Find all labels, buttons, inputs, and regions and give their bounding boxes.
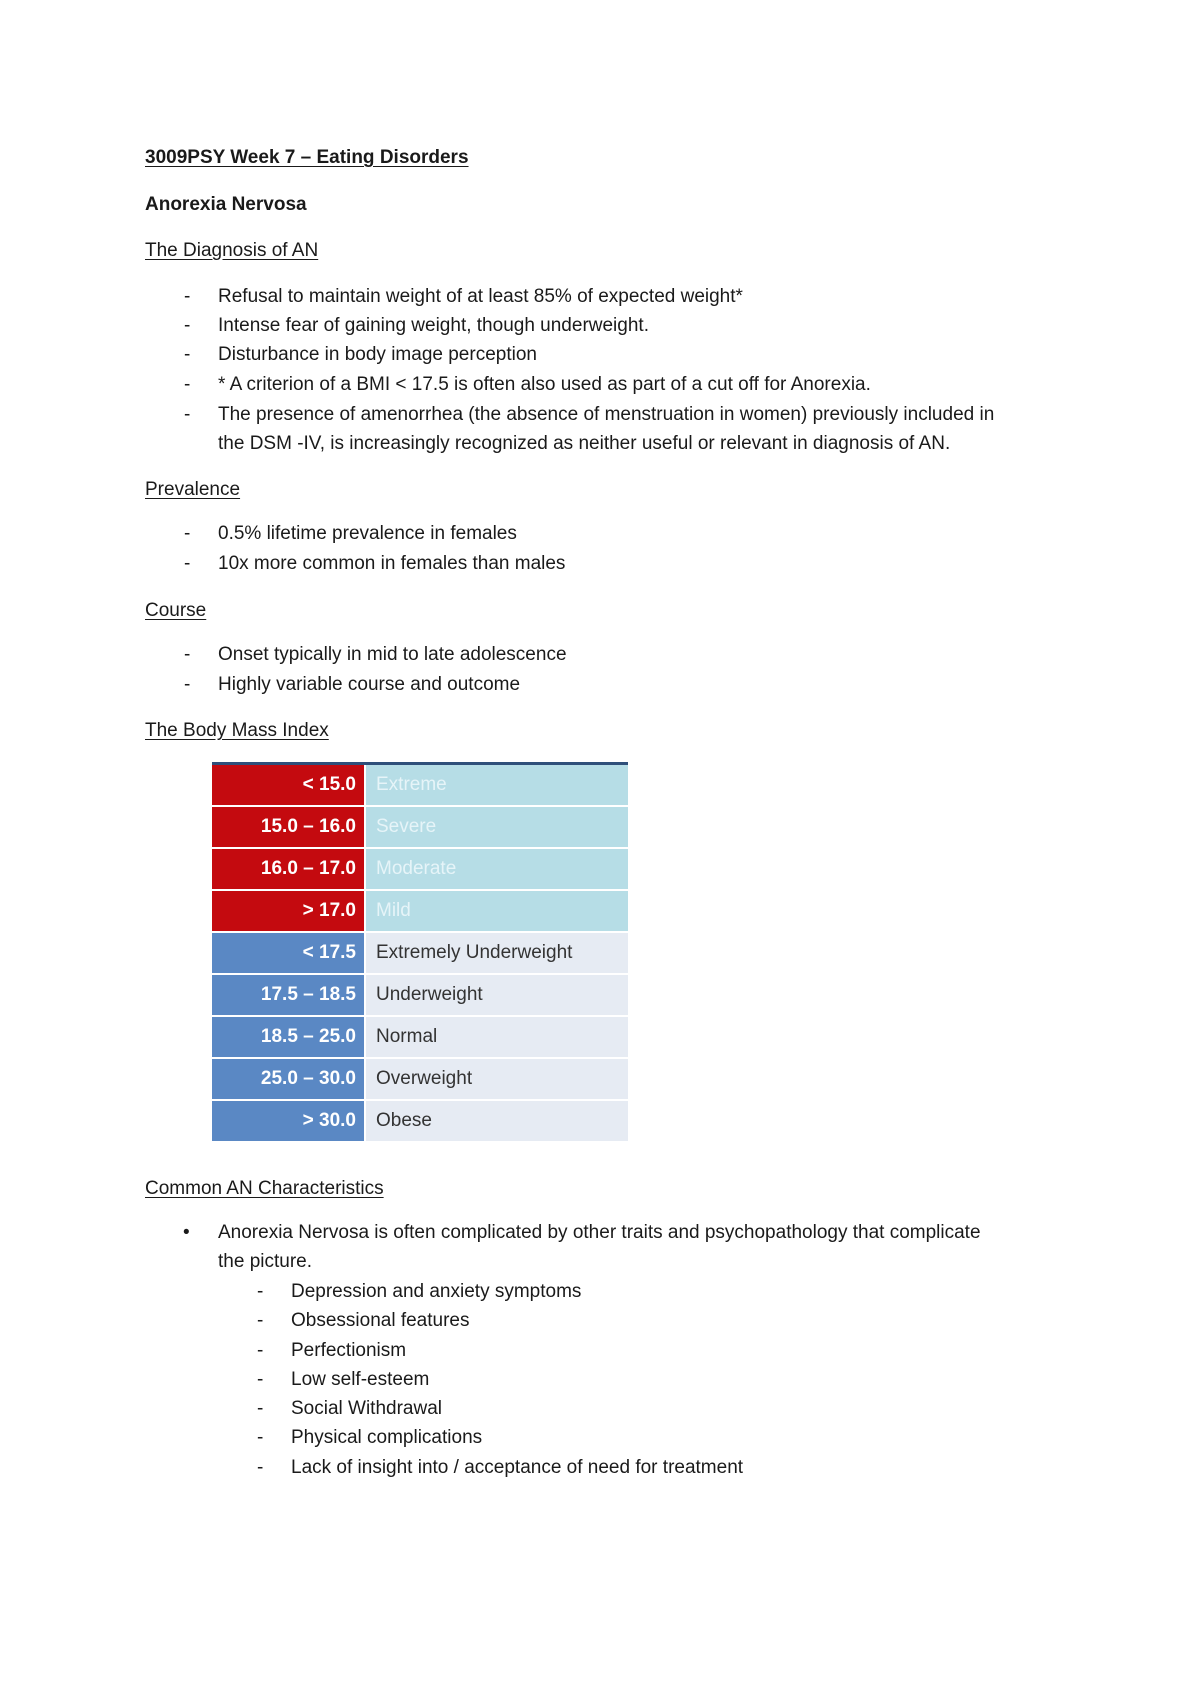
bullet-dash: -	[257, 1310, 264, 1331]
list-item: Onset typically in mid to late adolescence	[218, 644, 567, 665]
bullet-dash: -	[257, 1340, 264, 1361]
bullet-dash: -	[257, 1457, 264, 1478]
list-item: Disturbance in body image perception	[218, 344, 537, 365]
bullet-dash: -	[184, 553, 191, 574]
table-row	[212, 974, 628, 1016]
table-row	[212, 1100, 628, 1142]
bmi-category-cell: Extreme	[365, 764, 628, 807]
characteristics-heading: Common AN Characteristics	[145, 1178, 384, 1199]
list-item: Intense fear of gaining weight, though underweight.	[218, 315, 649, 336]
list-item: Obsessional features	[291, 1310, 470, 1331]
bullet-dash: -	[257, 1369, 264, 1390]
course-heading: Course	[145, 600, 207, 621]
bmi-range-cell: < 15.0	[212, 764, 365, 807]
bullet-dash: -	[257, 1427, 264, 1448]
table-row	[212, 806, 628, 848]
list-item: Physical complications	[291, 1427, 483, 1448]
list-item: Social Withdrawal	[291, 1398, 442, 1419]
bmi-category-cell: Moderate	[365, 848, 628, 890]
table-row	[212, 890, 628, 932]
bullet-dash: -	[184, 344, 191, 365]
bullet-dash: -	[184, 644, 191, 665]
bullet-dash: -	[257, 1398, 264, 1419]
list-item: Perfectionism	[291, 1340, 407, 1361]
bullet-dash: -	[184, 523, 191, 544]
bmi-category-cell: Underweight	[365, 974, 628, 1016]
list-item: * A criterion of a BMI < 17.5 is often also used as part of a cut off for Anorexia.	[218, 374, 871, 395]
bmi-range-cell: 15.0 – 16.0	[212, 806, 365, 848]
list-item: 0.5% lifetime prevalence in females	[218, 523, 517, 544]
bmi-range-cell: < 17.5	[212, 932, 365, 974]
prevalence-heading: Prevalence	[145, 479, 241, 500]
bmi-range-cell: 25.0 – 30.0	[212, 1058, 365, 1100]
bmi-range-cell: > 30.0	[212, 1100, 365, 1142]
bmi-category-cell: Severe	[365, 806, 628, 848]
bmi-category-cell: Extremely Underweight	[365, 932, 628, 974]
table-row	[212, 764, 628, 807]
list-item: Lack of insight into / acceptance of need for treatment	[291, 1457, 744, 1478]
list-item: Highly variable course and outcome	[218, 674, 521, 695]
diagnosis-heading: The Diagnosis of AN	[145, 240, 319, 261]
list-item: The presence of amenorrhea (the absence of menstruation in women) previously included in	[218, 404, 995, 425]
bmi-category-cell: Mild	[365, 890, 628, 932]
table-row	[212, 1016, 628, 1058]
bmi-category-cell: Normal	[365, 1016, 628, 1058]
bullet-dot: •	[183, 1222, 190, 1243]
bmi-range-cell: 16.0 – 17.0	[212, 848, 365, 890]
table-row	[212, 1058, 628, 1100]
bmi-category-cell: Obese	[365, 1100, 628, 1142]
bullet-dash: -	[184, 674, 191, 695]
bullet-dash: -	[184, 286, 191, 307]
bmi-range-cell: > 17.0	[212, 890, 365, 932]
table-row	[212, 848, 628, 890]
list-item: Anorexia Nervosa is often complicated by other traits and psychopathology that complicate	[218, 1222, 981, 1243]
bmi-range-cell: 17.5 – 18.5	[212, 974, 365, 1016]
bullet-dash: -	[257, 1281, 264, 1302]
bmi-table	[212, 762, 628, 1143]
list-item: 10x more common in females than males	[218, 553, 566, 574]
bullet-dash: -	[184, 404, 191, 425]
section-heading: Anorexia Nervosa	[145, 194, 307, 215]
list-item: Low self-esteem	[291, 1369, 430, 1390]
list-item-continuation: the DSM -IV, is increasingly recognized as neither useful or relevant in diagnosis of AN.	[218, 433, 951, 454]
list-item: Refusal to maintain weight of at least 85% of expected weight*	[218, 286, 743, 307]
bullet-dash: -	[184, 374, 191, 395]
bmi-range-cell: 18.5 – 25.0	[212, 1016, 365, 1058]
table-row	[212, 932, 628, 974]
bmi-category-cell: Overweight	[365, 1058, 628, 1100]
list-item: Depression and anxiety symptoms	[291, 1281, 582, 1302]
bmi-heading: The Body Mass Index	[145, 720, 329, 741]
bullet-dash: -	[184, 315, 191, 336]
list-item-continuation: the picture.	[218, 1251, 312, 1272]
page-title: 3009PSY Week 7 – Eating Disorders	[145, 147, 469, 168]
